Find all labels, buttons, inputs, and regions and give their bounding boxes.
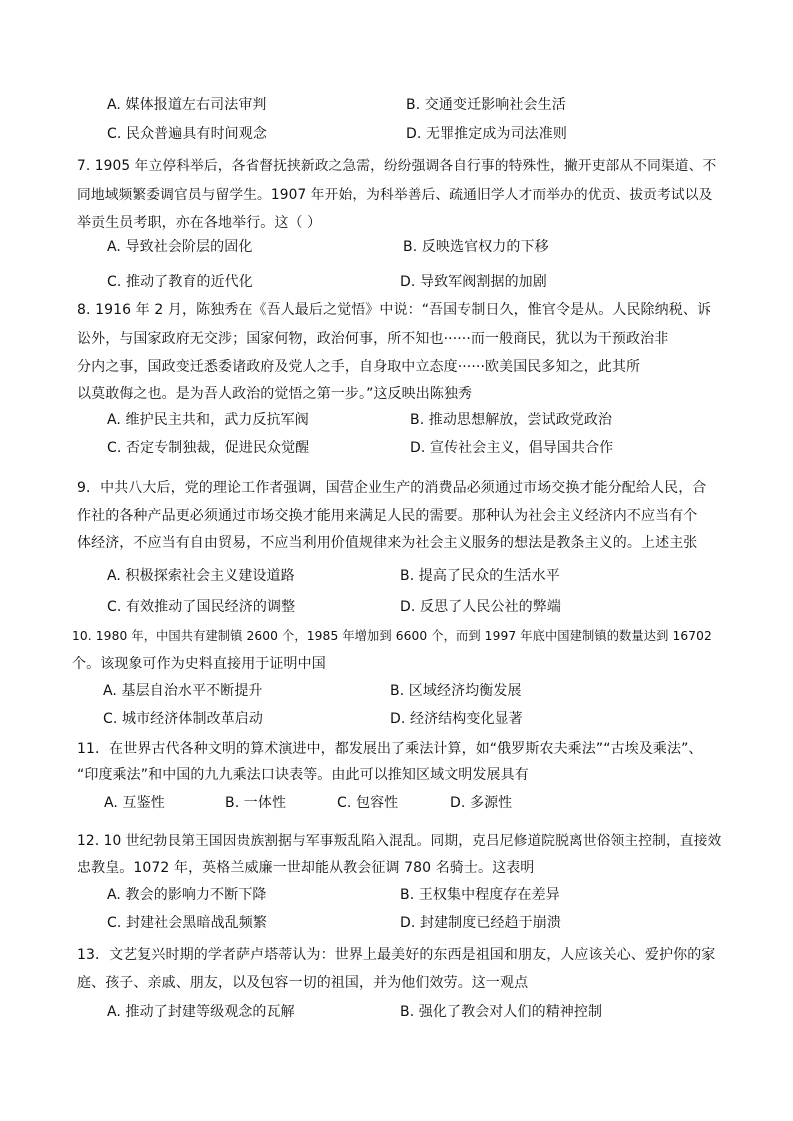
q8-option-a: A. 维护民主共和，武力反抗军阀 [107,412,309,428]
q9-option-a: A. 积极探索社会主义建设道路 [107,568,295,584]
q8-option-c: C. 否定专制独裁，促进民众觉醒 [107,440,310,456]
q11-option-b: B. 一体性 [225,795,287,811]
q8-stem-line-1: 8. 1916 年 2 月，陈独秀在《吾人最后之觉悟》中说：“吾国专制日久，惟官令是从。人民除纳税、诉 [77,302,712,318]
q8-stem-line-3: 分内之事，国政变迁悉委诸政府及党人之手，自身取中立态度······欧美国民多知之，此其所 [77,359,641,375]
q9-option-d: D. 反思了人民公社的弊端 [400,599,561,615]
q10-option-a: A. 基层自治水平不断提升 [103,683,263,699]
q10-stem-line-2: 个。该现象可作为史料直接用于证明中国 [72,656,326,672]
q6-option-a: A. 媒体报道左右司法审判 [107,97,267,113]
q10-option-c: C. 城市经济体制改革启动 [103,711,263,727]
q9-option-c: C. 有效推动了国民经济的调整 [107,599,296,615]
q13-option-b: B. 强化了教会对人们的精神控制 [400,1004,603,1020]
q7-option-d: D. 导致军阀割据的加剧 [400,274,547,290]
q13-option-a: A. 推动了封建等级观念的瓦解 [107,1004,295,1020]
q11-option-c: C. 包容性 [337,795,399,811]
q8-option-d: D. 宣传社会主义，倡导国共合作 [410,440,614,456]
q9-stem-line-2: 作社的各种产品更必须通过市场交换才能用来满足人民的需要。那种认为社会主义经济内不应当有个 [77,508,698,524]
q11-option-a: A. 互鉴性 [104,795,165,811]
q12-option-c: C. 封建社会黑暗战乱频繁 [107,915,267,931]
q11-option-d: D. 多源性 [450,795,513,811]
q9-stem-line-1: 9．中共八大后，党的理论工作者强调，国营企业生产的消费品必须通过市场交换才能分配给人民，合 [77,480,707,496]
q7-stem-line-2: 同地域频繁委调官员与留学生。1907 年开始，为科举善后、疏通旧学人才而举办的优贡、拔贡考试以及 [77,187,713,203]
q13-stem-line-1: 13．文艺复兴时期的学者萨卢塔蒂认为：世界上最美好的东西是祖国和朋友，人应该关心、爱护你的家 [77,947,716,963]
q6-option-c: C. 民众普遍具有时间观念 [107,126,267,142]
q7-option-c: C. 推动了教育的近代化 [107,274,253,290]
q6-option-b: B. 交通变迁影响社会生活 [406,97,566,113]
q8-stem-line-4: 以莫敢侮之也。是为吾人政治的觉悟之第一步。”这反映出陈独秀 [77,386,473,402]
q12-stem-line-2: 忠教皇。1072 年，英格兰威廉一世却能从教会征调 780 名骑士。这表明 [77,860,535,876]
q7-stem-line-1: 7. 1905 年立停科举后，各省督抚挟新政之急需，纷纷强调各自行事的特殊性，撇开吏部从不同渠道、不 [77,158,717,174]
q12-stem-line-1: 12. 10 世纪勃艮第王国因贵族割据与军事叛乱陷入混乱。同期，克吕尼修道院脱离世俗领主控制，直接效 [77,833,722,849]
q9-stem-line-3: 体经济，不应当有自由贸易，不应当利用价值规律来为社会主义服务的想法是教条主义的。上述主张 [77,535,698,551]
q11-stem-line-2: “印度乘法”和中国的九九乘法口诀表等。由此可以推知区域文明发展具有 [77,767,529,783]
q8-stem-line-2: 讼外，与国家政府无交涉；国家何物，政治何事，所不知也······而一般商民，犹以为干预政治非 [77,331,669,347]
q12-option-d: D. 封建制度已经趋于崩溃 [400,915,561,931]
q8-option-b: B. 推动思想解放，尝试政党政治 [410,412,613,428]
q12-option-b: B. 王权集中程度存在差异 [400,887,560,903]
q10-stem-line-1: 10. 1980 年，中国共有建制镇 2600 个，1985 年增加到 6600 个，而到 1997 年底中国建制镇的数量达到 16702 [72,629,712,643]
q13-stem-line-2: 庭、孩子、亲戚、朋友，以及包容一切的祖国，并为他们效劳。这一观点 [77,975,529,991]
q7-stem-line-3: 举贡生员考职，亦在各地举行。这（ ） [77,215,322,231]
q7-option-b: B. 反映选官权力的下移 [403,239,549,255]
q6-option-d: D. 无罪推定成为司法准则 [406,126,567,142]
q12-option-a: A. 教会的影响力不断下降 [107,887,267,903]
q9-option-b: B. 提高了民众的生活水平 [400,568,560,584]
q10-option-d: D. 经济结构变化显著 [390,711,523,727]
q7-option-a: A. 导致社会阶层的固化 [107,239,253,255]
q10-option-b: B. 区域经济均衡发展 [390,683,522,699]
q11-stem-line-1: 11．在世界古代各种文明的算术演进中，都发展出了乘法计算，如“俄罗斯农夫乘法”“古埃及乘法”、 [77,741,703,757]
